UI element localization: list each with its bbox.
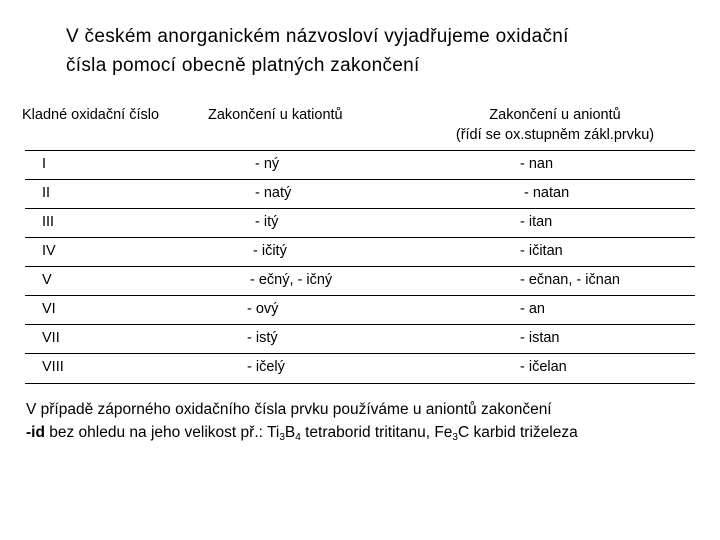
anion-suffix-cell: - an — [520, 301, 545, 317]
oxidation-number-cell: III — [42, 214, 55, 230]
cation-suffix-cell: - ečný, - ičný — [250, 272, 333, 288]
oxidation-number-cell: VI — [42, 301, 56, 317]
anion-suffix-cell: - ičitan — [520, 243, 563, 259]
oxidation-number-cell: V — [42, 272, 52, 288]
header-oxidation-number: Kladné oxidační číslo — [22, 107, 160, 123]
footer-text-1: bez ohledu na jeho velikost př.: Ti — [44, 424, 280, 441]
table-row — [25, 237, 695, 267]
header-anion-suffix — [430, 105, 680, 145]
footer-line-2 — [26, 421, 696, 444]
title-line-1: V českém anorganickém názvosloví vyjadřujeme oxidační — [66, 26, 569, 47]
id-suffix: -id — [26, 424, 45, 441]
anion-suffix-cell: - itan — [520, 214, 553, 230]
oxidation-number-cell: II — [42, 185, 51, 201]
boron-symbol: B — [284, 424, 296, 441]
anion-suffix-cell: - ečnan, - ičnan — [520, 272, 620, 288]
footer-text-2: tetraborid trititanu, Fe — [300, 424, 453, 441]
oxidation-number-cell: VIII — [42, 359, 64, 375]
table-row — [25, 266, 695, 296]
cation-suffix-cell: - ičitý — [253, 243, 287, 259]
cation-suffix-cell: - ičelý — [247, 359, 285, 375]
header-cation-suffix: Zakončení u kationtů — [208, 107, 343, 123]
cation-suffix-cell: - ný — [255, 156, 280, 172]
title-line-2: čísla pomocí obecně platných zakončení — [66, 55, 420, 76]
ti-subscript: 3 — [279, 432, 285, 443]
table-row — [25, 295, 695, 325]
oxidation-number-cell: I — [42, 156, 47, 172]
cation-suffix-cell: - itý — [255, 214, 279, 230]
footer-note — [26, 398, 696, 444]
table-row — [25, 353, 695, 384]
cation-suffix-cell: - natý — [255, 185, 292, 201]
cation-suffix-cell: - istý — [247, 330, 278, 346]
anion-suffix-cell: - ičelan — [520, 359, 567, 375]
b-subscript: 4 — [295, 432, 301, 443]
cation-suffix-cell: - ový — [247, 301, 279, 317]
table-row — [25, 150, 695, 180]
anion-suffix-cell: - istan — [520, 330, 560, 346]
table-row — [25, 208, 695, 238]
header-anion-line-2: (řídí se ox.stupněm zákl.prvku) — [455, 127, 655, 143]
header-anion-line-1: Zakončení u aniontů — [489, 107, 621, 123]
footer-text-3: C karbid triželeza — [457, 424, 578, 441]
page-title — [66, 22, 686, 80]
anion-suffix-cell: - natan — [524, 185, 570, 201]
fe-subscript: 3 — [452, 432, 458, 443]
oxidation-number-cell: IV — [42, 243, 56, 259]
table-row — [25, 324, 695, 354]
oxidation-number-cell: VII — [42, 330, 60, 346]
footer-line-1: V případě záporného oxidačního čísla prvku používáme u aniontů zakončení — [26, 401, 552, 418]
anion-suffix-cell: - nan — [520, 156, 554, 172]
table-row — [25, 179, 695, 209]
